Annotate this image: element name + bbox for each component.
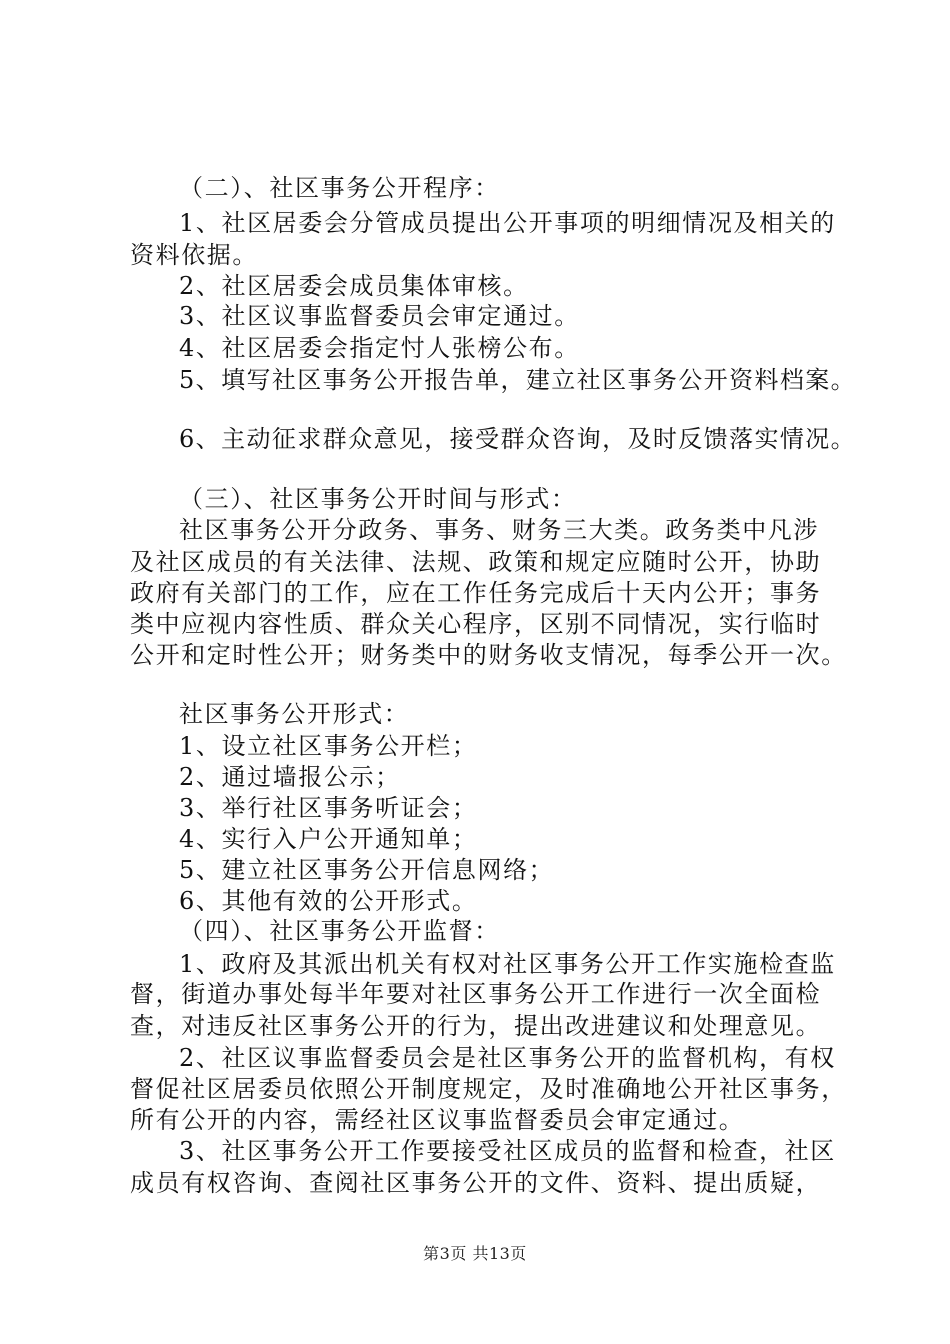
paragraph-line: 3、社区事务公开工作要接受社区成员的监督和检查，社区: [179, 1137, 836, 1165]
page-footer: 第3页 共13页: [423, 1244, 527, 1263]
paragraph-line: 2、社区议事监督委员会是社区事务公开的监督机构，有权: [179, 1044, 836, 1072]
paragraph-line: 督促社区居委员依照公开制度规定，及时准确地公开社区事务，: [130, 1075, 847, 1103]
list-item: 3、举行社区事务听证会；: [179, 794, 478, 822]
heading-procedure: （二）、社区事务公开程序：: [179, 174, 500, 202]
paragraph-line: 资料依据。: [130, 241, 258, 269]
heading-time-form: （三）、社区事务公开时间与形式：: [179, 485, 577, 513]
list-item: 5、建立社区事务公开信息网络；: [179, 856, 555, 884]
paragraph-line: 6、主动征求群众意见，接受群众咨询，及时反馈落实情况。: [179, 425, 857, 453]
paragraph-line: 社区事务公开分政务、事务、财务三大类。政务类中凡涉: [179, 516, 819, 544]
paragraph-line: 1、政府及其派出机关有权对社区事务公开工作实施检查监: [179, 950, 836, 978]
list-item: 6、其他有效的公开形式。: [179, 887, 478, 915]
paragraph-line: 4、社区居委会指定忖人张榜公布。: [179, 334, 580, 362]
heading-supervision: （四）、社区事务公开监督：: [179, 917, 500, 945]
paragraph-line: 1、社区居委会分管成员提出公开事项的明细情况及相关的: [179, 209, 836, 237]
paragraph-line: 5、填写社区事务公开报告单，建立社区事务公开资料档案。: [179, 366, 857, 394]
list-item: 4、实行入户公开通知单；: [179, 825, 478, 853]
list-item: 2、通过墙报公示；: [179, 763, 401, 791]
paragraph-line: 成员有权咨询、查阅社区事务公开的文件、资料、提出质疑，: [130, 1169, 822, 1197]
paragraph-line: 2、社区居委会成员集体审核。: [179, 272, 529, 300]
paragraph-line: 查，对违反社区事务公开的行为，提出改进建议和处理意见。: [130, 1012, 822, 1040]
paragraph-line: 政府有关部门的工作，应在工作任务完成后十天内公开；事务: [130, 579, 822, 607]
subheading-forms: 社区事务公开形式：: [179, 700, 410, 728]
paragraph-line: 督，街道办事处每半年要对社区事务公开工作进行一次全面检: [130, 980, 822, 1008]
paragraph-line: 类中应视内容性质、群众关心程序，区别不同情况，实行临时: [130, 610, 822, 638]
paragraph-line: 及社区成员的有关法律、法规、政策和规定应随时公开，协助: [130, 548, 822, 576]
list-item: 1、设立社区事务公开栏；: [179, 732, 478, 760]
paragraph-line: 所有公开的内容，需经社区议事监督委员会审定通过。: [130, 1106, 745, 1134]
paragraph-line: 公开和定时性公开；财务类中的财务收支情况，每季公开一次。: [130, 641, 847, 669]
paragraph-line: 3、社区议事监督委员会审定通过。: [179, 302, 580, 330]
